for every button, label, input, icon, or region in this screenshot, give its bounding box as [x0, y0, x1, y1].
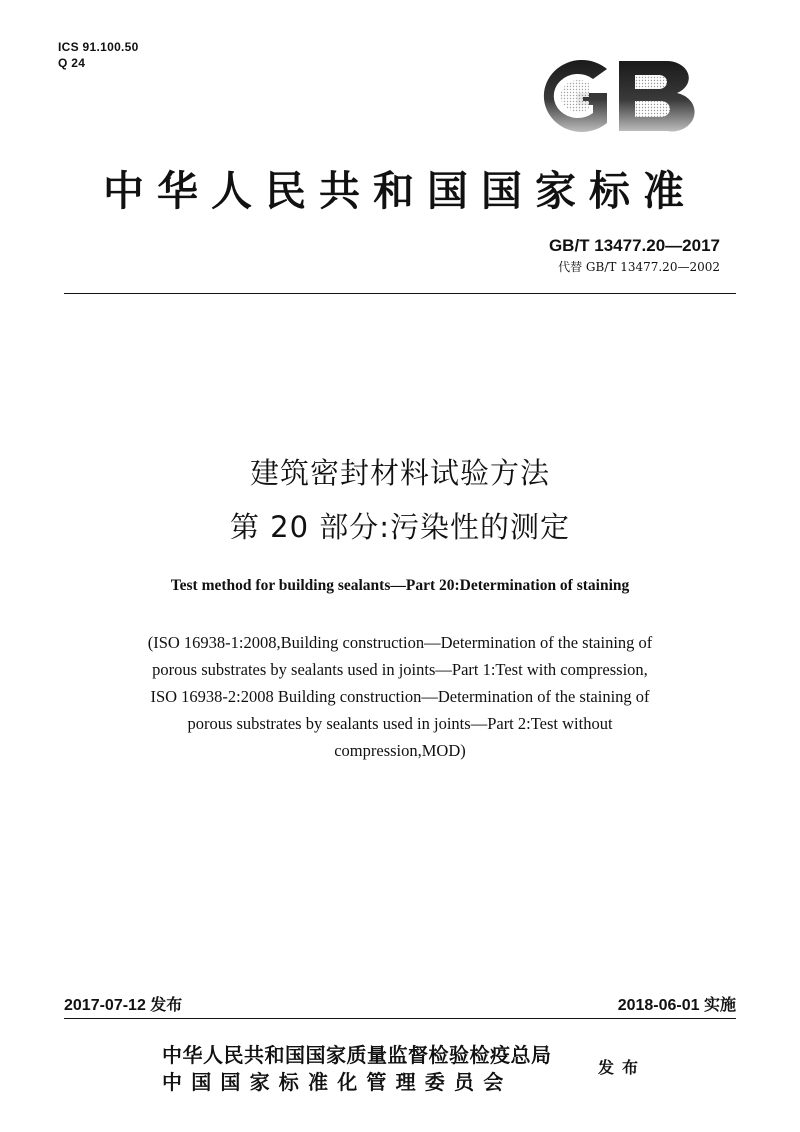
header-divider	[64, 293, 736, 294]
ics-code: ICS 91.100.50	[58, 40, 139, 54]
issue-date-value: 2017-07-12	[64, 997, 146, 1014]
implementation-date	[618, 992, 736, 1015]
issue-date	[64, 992, 182, 1015]
standard-number: GB/T 13477.20—2017	[548, 236, 720, 255]
national-standard-title: 中华人民共和国国家标准	[103, 167, 697, 215]
replaces-standard: 代替 GB/T 13477.20—2002	[558, 260, 720, 274]
footer-divider	[64, 1018, 736, 1019]
iso-reference-line: (ISO 16938-1:2008,Building construction—Determination of the staining of	[147, 633, 653, 652]
gb-logo-icon	[527, 55, 697, 137]
iso-reference-line: porous substrates by sealants used in joints—Part 1:Test with compression,	[152, 660, 648, 679]
title-chinese-line-2: 第 20 部分:污染性的测定	[229, 510, 571, 544]
title-chinese-line-1: 建筑密封材料试验方法	[249, 456, 550, 490]
implementation-date-value: 2018-06-01	[617, 997, 700, 1014]
iso-reference-line: compression,MOD)	[334, 741, 466, 760]
issuing-organization-1: 中华人民共和国国家质量监督检验检疫总局	[162, 1043, 552, 1067]
issue-date-label: 发布	[150, 995, 183, 1014]
iso-reference-line: ISO 16938-2:2008 Building construction—Determination of the staining of	[150, 687, 650, 706]
iso-reference-line: porous substrates by sealants used in joints—Part 2:Test without	[187, 714, 613, 733]
title-english: Test method for building sealants—Part 20:Determination of staining	[170, 577, 630, 594]
implementation-date-label: 实施	[703, 995, 736, 1014]
publish-label: 发布	[598, 1058, 647, 1077]
issuing-organization-2: 中国国家标准化管理委员会	[162, 1070, 513, 1094]
classification-code: Q 24	[58, 56, 86, 70]
